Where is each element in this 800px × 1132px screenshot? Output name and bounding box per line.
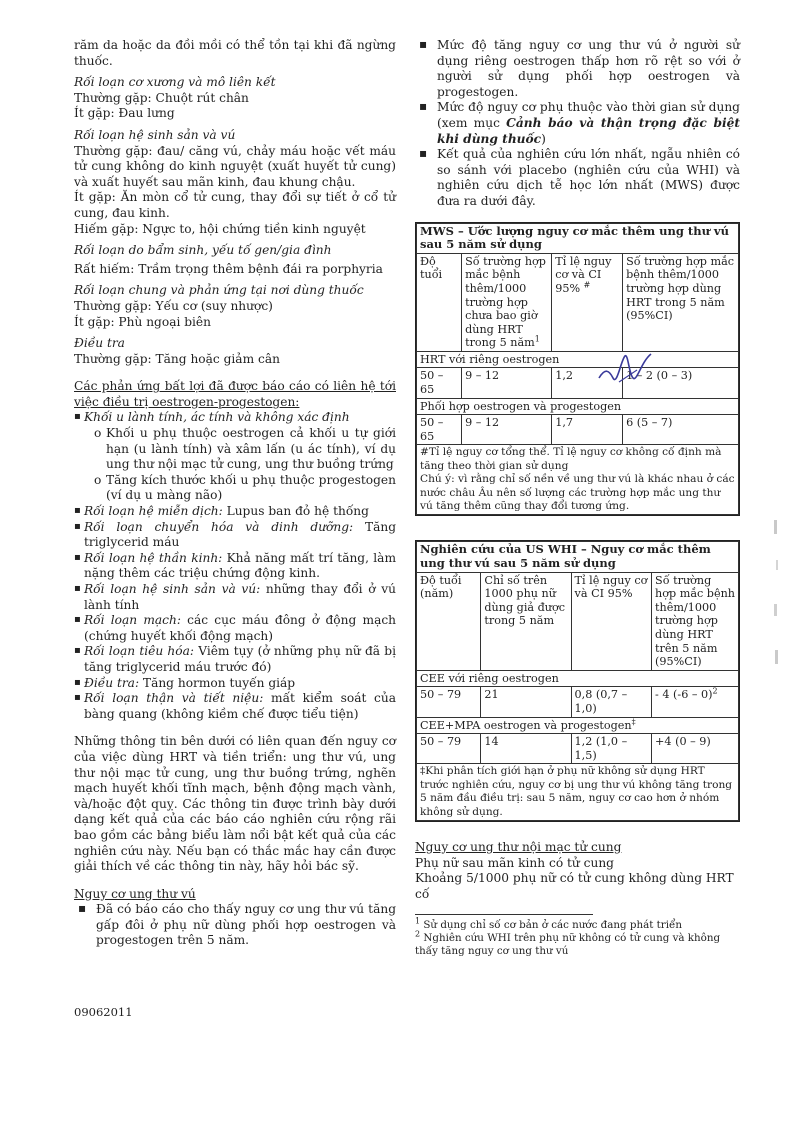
table-header-cell: Số trường hợp mắc bệnh thêm/1000 trường hợp chưa bao giờ dùng HRT trong 5 năm$^1$ xyxy=(462,253,552,351)
table-header-cell: Tỉ lệ nguy cơ và CI 95% xyxy=(571,572,652,670)
table-row: 50 – 65 9 – 12 1,7 6 (5 – 7) xyxy=(417,415,739,445)
table-row: 50 – 65 9 – 12 1,2 1 – 2 (0 – 3) xyxy=(417,368,739,398)
table-group-label: HRT với riêng oestrogen xyxy=(417,351,739,368)
group-line: Thường gặp: Chuột rút chân xyxy=(74,90,249,105)
breast-cancer-heading: Nguy cơ ung thư vú xyxy=(74,886,196,901)
document-code: 09062011 xyxy=(74,1005,133,1019)
table-header-cell: Số trường hợp mắc bệnh thêm/1000 trường hợp dùng HRT trong 5 năm (95%CI) xyxy=(623,253,739,351)
group-line: Thường gặp: đau/ căng vú, chảy máu hoặc vết máu tử cung không do kinh nguyệt (xuất huyết tử cung) và xuất huyết sau mãn kinh, đau khung chậu. xyxy=(74,143,396,189)
table-note: ‡Khi phân tích giới hạn ở phụ nữ không sử dụng HRT trước nghiên cứu, nguy cơ bị ung thư vú không tăng trong 5 năm đầu điều trị: sau 5 năm, nguy cơ cao hơn ở nhóm không sử dụng. xyxy=(417,764,739,821)
table-group-label: Phối hợp oestrogen và progestogen xyxy=(417,398,739,415)
table-header-row xyxy=(417,572,739,670)
list-item: ▪ Kết quả của nghiên cứu lớn nhất, ngẫu nhiên có so sánh với placebo (nghiên cứu của WHI) và nghiên cứu dịch tễ học lớn nhất (MWS) được đưa ra dưới đây. xyxy=(415,147,740,209)
footnote: $^1$ Sử dụng chỉ số cơ bản ở các nước đang phát triển xyxy=(415,916,682,932)
endometrial-line: Khoảng 5/1000 phụ nữ có tử cung không dùng HRT cố xyxy=(415,871,734,901)
group-line: Hiếm gặp: Ngực to, hội chứng tiền kinh nguyệt xyxy=(74,221,366,236)
group-line: Ít gặp: Đau lưng xyxy=(74,106,175,121)
table-row: 50 – 79 14 1,2 (1,0 – 1,5) +4 (0 – 9) xyxy=(417,734,739,764)
footnote-rule xyxy=(415,914,593,915)
left-column xyxy=(74,38,396,949)
list-item: o Tăng kích thước khối u phụ thuộc progestogen (ví dụ u màng não) xyxy=(84,473,396,504)
group-heading: Rối loạn do bẩm sinh, yếu tố gen/gia đình xyxy=(74,243,332,258)
table-group-label: CEE+MPA oestrogen và progestogen‡ xyxy=(417,717,739,734)
list-item: ▪ Điều tra: Tăng hormon tuyến giáp xyxy=(74,676,396,692)
list-item: ▪ Rối loạn mạch: các cục máu đông ở động mạch (chứng huyết khối động mạch) xyxy=(74,613,396,644)
table-group-label: CEE với riêng oestrogen xyxy=(417,670,739,687)
effect-group-investigations xyxy=(74,336,396,367)
list-item: ▪ Khối u lành tính, ác tính và không xác định o Khối u phụ thuộc oestrogen cả khối u tự giới hạn (u lành tính) và xâm lấn (u ác tính), ví dụ ung thư nội mạc tử cung, ung thư buồng trứng o Tăng kích thước khối u phụ thuộc progestogen (ví dụ u màng não) xyxy=(74,410,396,504)
list-item: ▪ Rối loạn thận và tiết niệu: mất kiểm soát của bàng quang (không kiềm chế được tiểu tiện) xyxy=(74,691,396,722)
table-header-row xyxy=(417,253,739,351)
effect-group-general xyxy=(74,283,396,330)
table-header-cell: Số trường hợp mắc bệnh thêm/1000 trường hợp dùng HRT trên 5 năm (95%CI) xyxy=(652,572,739,670)
table-header-cell: Độ tuổi xyxy=(417,253,462,351)
endometrial-heading: Nguy cơ ung thư nội mạc tử cung xyxy=(415,840,622,854)
whi-table-title: Nghiên cứu của US WHI – Nguy cơ mắc thêm ung thư vú sau 5 năm sử dụng xyxy=(417,542,739,572)
right-column xyxy=(415,38,740,958)
adverse-heading: Các phản ứng bất lợi đã được báo cáo có liên hệ tới việc điều trị oestrogen-progestogen: xyxy=(74,379,396,409)
effect-group-musculoskeletal xyxy=(74,75,396,122)
table-header-cell: Chỉ số trên 1000 phụ nữ dùng giả được trong 5 năm xyxy=(481,572,571,670)
table-header-cell: Độ tuổi (năm) xyxy=(417,572,481,670)
group-line: Rất hiếm: Trầm trọng thêm bệnh đái ra porphyria xyxy=(74,261,383,276)
list-item: ▪ Rối loạn hệ thần kinh: Khả năng mất trí tăng, làm nặng thêm các triệu chứng động kinh. xyxy=(74,551,396,582)
group-heading: Rối loạn chung và phản ứng tại nơi dùng thuốc xyxy=(74,283,364,298)
table-row: 50 – 79 21 0,8 (0,7 – 1,0) - 4 (-6 – 0)$^2$ xyxy=(417,687,739,717)
group-heading: Điều tra xyxy=(74,336,125,351)
risk-bullets xyxy=(415,38,740,210)
list-item: ▪ Mức độ nguy cơ phụ thuộc vào thời gian sử dụng (xem mục Cảnh báo và thận trọng đặc biệt khi dùng thuốc) xyxy=(415,100,740,147)
group-line: Ít gặp: Ăn mòn cổ tử cung, thay đổi sự tiết ở cổ tử cung, đau kinh. xyxy=(74,190,396,220)
table-header-cell: Tỉ lệ nguy cơ và CI 95% # xyxy=(552,253,623,351)
group-heading: Rối loạn hệ sinh sản và vú xyxy=(74,127,236,142)
group-line: Thường gặp: Yếu cơ (suy nhược) xyxy=(74,298,273,313)
list-item: ▪ Rối loạn hệ miễn dịch: Lupus ban đỏ hệ thống xyxy=(74,504,396,520)
sub-list xyxy=(84,426,396,504)
list-item: ▪ Rối loạn chuyển hóa và dinh dưỡng: Tăng triglycerid máu xyxy=(74,520,396,551)
adverse-list xyxy=(74,410,396,722)
table-note: #Tỉ lệ nguy cơ tổng thể. Tỉ lệ nguy cơ không cố định mà tăng theo thời gian sử dụng Chú ý: vì rằng chỉ số nền về ung thư vú là khác nhau ở các nước châu Âu nên số lượng các trường hợp mắc ung thư vú tăng thêm cũng thay đổi tương ứng. xyxy=(417,445,739,515)
list-item: ▪ Rối loạn tiêu hóa: Viêm tụy (ở những phụ nữ đã bị tăng triglycerid máu trước đó) xyxy=(74,644,396,675)
list-item: ▪ Mức độ tăng nguy cơ ung thư vú ở người sử dụng riêng oestrogen thấp hơn rõ rệt so với ở người sử dụng phối hợp oestrogen và progestogen. xyxy=(415,38,740,100)
effect-group-congenital xyxy=(74,243,396,277)
edge-stamp-marks xyxy=(766,520,786,670)
mws-table xyxy=(415,222,740,517)
endometrial-line: Phụ nữ sau mãn kinh có tử cung xyxy=(415,855,614,870)
group-line: Thường gặp: Tăng hoặc giảm cân xyxy=(74,351,280,366)
whi-table xyxy=(415,540,740,822)
list-item: ▪ Đã có báo cáo cho thấy nguy cơ ung thư vú tăng gấp đôi ở phụ nữ dùng phối hợp oestrogen và progestogen trên 5 năm. xyxy=(74,902,396,949)
group-heading: Rối loạn cơ xương và mô liên kết xyxy=(74,75,276,90)
footnote: $^2$ Nghiên cứu WHI trên phụ nữ không có tử cung và không thấy tăng nguy cơ ung thư vú xyxy=(415,929,721,958)
list-item: ▪ Rối loạn hệ sinh sản và vú: những thay đổi ở vú lành tính xyxy=(74,582,396,613)
breast-cancer-list xyxy=(74,902,396,949)
mws-table-title: MWS – Ước lượng nguy cơ mắc thêm ung thư vú sau 5 năm sử dụng xyxy=(417,223,739,253)
group-line: Ít gặp: Phù ngoại biên xyxy=(74,314,211,329)
effect-group-reproductive xyxy=(74,128,396,237)
intro-text: răm da hoặc da đồi mồi có thể tồn tại khi đã ngừng thuốc. xyxy=(74,38,396,68)
signature-mark xyxy=(595,348,655,390)
info-paragraph: Những thông tin bên dưới có liên quan đến nguy cơ của việc dùng HRT và tiền triển: ung thư vú, ung thư nội mạc tử cung, ung thư buồng trứng, nghẽn mạch huyết khối tĩnh mạch, bệnh động mạch vành, và/hoặc đột quỵ. Các thông tin được trình bày dưới dạng kết quả của các báo cáo nghiên cứu rộng rãi bao gồm các bảng biểu làm nổi bật kết quả của các nghiên cứu này. Nếu bạn có thắc mắc hay cần được giải thích về các thông tin này, hãy hỏi bác sỹ. xyxy=(74,734,396,874)
list-item: o Khối u phụ thuộc oestrogen cả khối u tự giới hạn (u lành tính) và xâm lấn (u ác tính), ví dụ ung thư nội mạc tử cung, ung thư buồng trứng xyxy=(84,426,396,473)
